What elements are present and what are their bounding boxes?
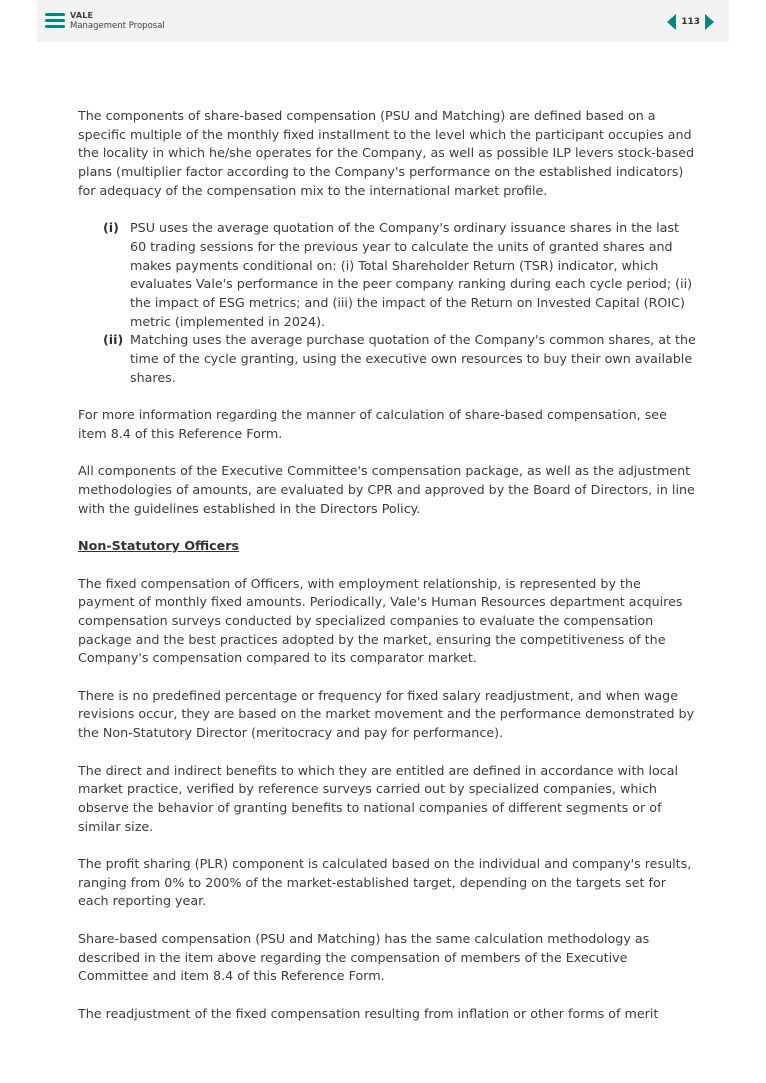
page-navigation — [667, 14, 714, 30]
readjustment-paragraph: The readjustment of the fixed compensation resulting from inflation or other forms of merit — [78, 1005, 659, 1021]
document-title: Management Proposal — [70, 21, 165, 31]
brand-name: VALE — [70, 11, 94, 20]
page-number: 113 — [681, 17, 700, 27]
profit-sharing-paragraph: The profit sharing (PLR) component is calculated based on the individual and company's results, ranging from 0% to 200% of the market-established target, depending on the targets set for each reporting year. — [78, 856, 692, 909]
intro-paragraph: The components of share-based compensation (PSU and Matching) are defined based on a specific multiple of the monthly fixed installment to the level which the participant occupies and the locality in which he/she operates for the Company, as well as possible ILP levers stock-based plans (multiplier factor according to the Company's performance on the established indicators) for adequacy of the compensation mix to the international market profile. — [78, 108, 695, 198]
share-based-paragraph: Share-based compensation (PSU and Matching) has the same calculation methodology as described in the item above regarding the compensation of members of the Executive Committee and item 8.4 of this Reference Form. — [78, 930, 650, 984]
document-body — [78, 107, 698, 1042]
menu-icon[interactable] — [45, 13, 65, 29]
more-info-paragraph: For more information regarding the manner of calculation of share-based compensation, see item 8.4 of this Reference Form. — [78, 407, 667, 441]
benefits-paragraph: The direct and indirect benefits to which they are entitled are defined in accordance with local market practice, verified by reference surveys carried out by specialized companies, which observe the behavior of granting benefits to national companies of different segments or of similar size. — [78, 762, 679, 834]
list-marker: (i) — [103, 220, 119, 236]
list-item — [78, 331, 698, 387]
list-item — [78, 219, 698, 331]
salary-readjustment-paragraph: There is no predefined percentage or frequency for fixed salary readjustment, and when wage revisions occur, they are based on the market movement and the performance demonstrated by the Non-Statutory Director (meritocracy and pay for performance). — [78, 687, 695, 741]
brand-block — [70, 11, 165, 31]
next-page-icon[interactable] — [705, 14, 714, 30]
executive-committee-paragraph: All components of the Executive Committee's compensation package, as well as the adjustment methodologies of amounts, are evaluated by CPR and approved by the Board of Directors, in line with the guidelines established in the Directors Policy. — [78, 463, 695, 516]
section-heading: Non-Statutory Officers — [78, 538, 240, 554]
list-marker: (ii) — [103, 332, 124, 348]
list-item-text: Matching uses the average purchase quotation of the Company's common shares, at the time of the cycle granting, using the executive own resources to buy their own available shares. — [130, 332, 696, 385]
list-item-text: PSU uses the average quotation of the Company's ordinary issuance shares in the last 60 trading sessions for the previous year to calculate the units of granted shares and makes payments conditional on: (i) Total Shareholder Return (TSR) indicator, which evaluates Vale's performance in the peer company ranking during each cycle period; (ii) the impact of ESG metrics; and (iii) the impact of the Return on Invested Capital (ROIC) metric (implemented in 2024). — [130, 220, 693, 329]
compensation-list — [78, 219, 698, 387]
fixed-compensation-paragraph: The fixed compensation of Officers, with employment relationship, is represented by the payment of monthly fixed amounts. Periodically, Vale's Human Resources department acquires compensation surveys conducted by specialized companies to evaluate the compensation package and the best practices adopted by the market, ensuring the competitiveness of the Company's compensation compared to its comparator market. — [78, 575, 683, 666]
previous-page-icon[interactable] — [667, 14, 676, 30]
page-header — [37, 0, 729, 42]
